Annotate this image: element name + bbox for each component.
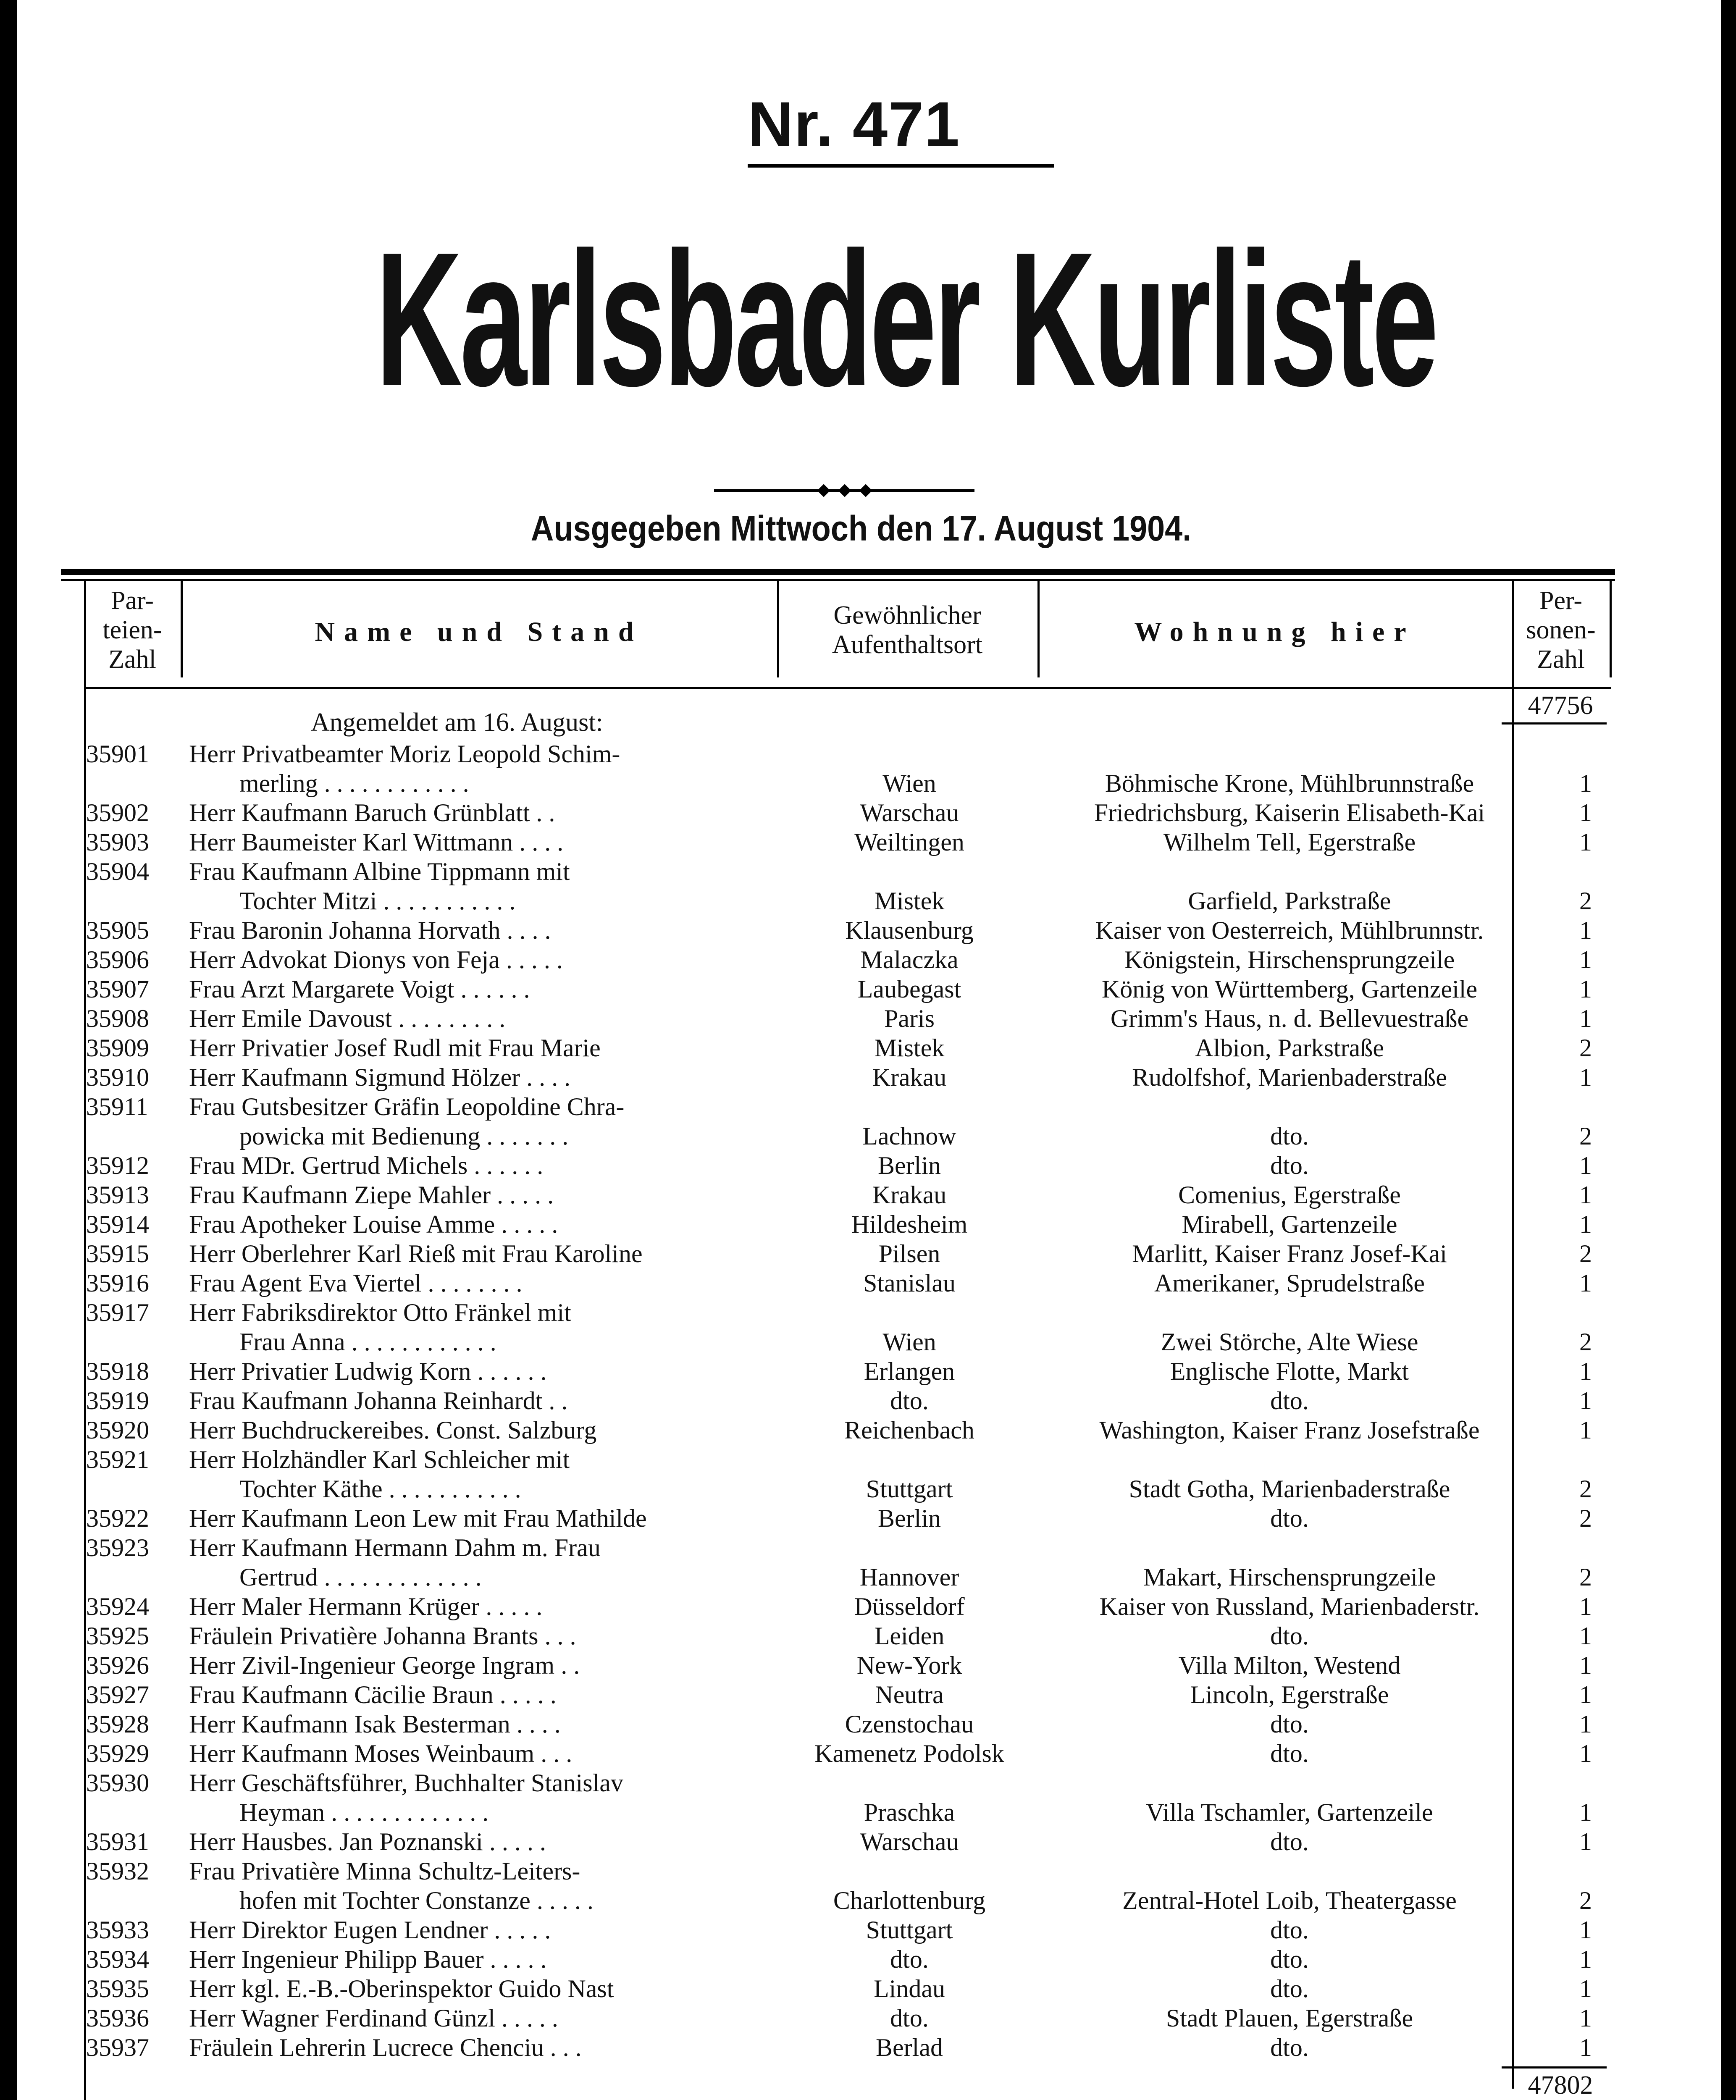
table-row: [17, 1915, 1722, 1945]
guest-name-cont: Frau Anna . . . . . . . . . . . .: [239, 1328, 496, 1356]
person-count: 1: [1579, 1651, 1592, 1679]
table-row: [17, 1680, 1722, 1709]
party-number: 35924: [86, 1593, 149, 1620]
guest-name: Herr kgl. E.-B.-Oberinspektor Guido Nast: [189, 1975, 614, 2003]
total-end-rule: [1502, 2066, 1607, 2068]
home-town: Laubegast: [857, 975, 961, 1003]
home-town: Erlangen: [864, 1357, 955, 1385]
guest-name-cont: Gertrud . . . . . . . . . . . . .: [239, 1563, 482, 1591]
guest-name: Frau Agent Eva Viertel . . . . . . . .: [189, 1269, 523, 1297]
table-row: [17, 739, 1722, 797]
home-town: Berlin: [878, 1152, 941, 1179]
guest-name: Frau Kaufmann Cäcilie Braun . . . . .: [189, 1681, 557, 1709]
person-count: 1: [1579, 799, 1592, 827]
guest-name: Frau Kaufmann Albine Tippmann mit: [189, 858, 570, 885]
guest-name: Herr Ingenieur Philipp Bauer . . . . .: [189, 1945, 547, 1973]
party-number: 35921: [86, 1446, 149, 1473]
party-number: 35935: [86, 1975, 149, 2003]
party-number: 35926: [86, 1651, 149, 1679]
residence: Amerikaner, Sprudelstraße: [1154, 1269, 1425, 1297]
party-number: 35907: [86, 975, 149, 1003]
party-number: 35933: [86, 1916, 149, 1944]
party-number: 35923: [86, 1534, 149, 1562]
person-count: 1: [1579, 1593, 1592, 1620]
guest-name: Herr Wagner Ferdinand Günzl . . . . .: [189, 2004, 558, 2032]
scan-edge-left: [0, 0, 17, 2100]
party-number: 35931: [86, 1828, 149, 1856]
person-count: 1: [1579, 1798, 1592, 1826]
residence: Rudolfshof, Marienbaderstraße: [1132, 1063, 1447, 1091]
party-number: 35903: [86, 828, 149, 856]
party-number: 35904: [86, 858, 149, 885]
person-count: 1: [1579, 1916, 1592, 1944]
party-number: 35925: [86, 1622, 149, 1650]
guest-name: Frau Apotheker Louise Amme . . . . .: [189, 1210, 558, 1238]
party-number: 35914: [86, 1210, 149, 1238]
person-count: 2: [1579, 1122, 1592, 1150]
party-number: 35928: [86, 1710, 149, 1738]
table-row: [17, 945, 1722, 974]
residence: Stadt Plauen, Egerstraße: [1166, 2004, 1413, 2032]
home-town: Pilsen: [878, 1240, 940, 1268]
page-title: Karlsbader Kurliste: [376, 213, 1436, 426]
table-row: [17, 1033, 1722, 1063]
total-start-rule: [1502, 722, 1607, 724]
home-town: dto.: [890, 1387, 929, 1415]
table-row: [17, 974, 1722, 1004]
person-count: 2: [1579, 1240, 1592, 1268]
home-town: Malaczka: [860, 946, 959, 974]
issue-number-underline: [748, 164, 1054, 168]
home-town: Krakau: [872, 1063, 947, 1091]
home-town: Warschau: [860, 1828, 959, 1856]
table-row: [17, 1768, 1722, 1826]
residence: Stadt Gotha, Marienbaderstraße: [1129, 1475, 1450, 1503]
person-count: 1: [1579, 1269, 1592, 1297]
party-number: 35917: [86, 1299, 149, 1326]
guest-name: Fräulein Lehrerin Lucrece Chenciu . . .: [189, 2034, 582, 2061]
residence: dto.: [1270, 1710, 1309, 1738]
home-town: Charlottenburg: [833, 1887, 986, 1914]
table-row: [17, 2033, 1722, 2062]
header-wohnung: Wohnung hier: [1134, 617, 1416, 647]
residence: Garfield, Parkstraße: [1188, 887, 1391, 915]
issue-number: Nr. 471: [748, 89, 961, 159]
person-count: 2: [1579, 1504, 1592, 1532]
residence: Kaiser von Russland, Marienbaderstr.: [1099, 1593, 1480, 1620]
total-end: 47802: [1528, 2071, 1593, 2100]
person-count: 1: [1579, 1152, 1592, 1179]
table-row: [17, 1651, 1722, 1680]
table-row: [17, 1180, 1722, 1210]
divider-ornament: [714, 482, 974, 499]
residence: Wilhelm Tell, Egerstraße: [1163, 828, 1416, 856]
table-row: [17, 1445, 1722, 1503]
table-row: [17, 1268, 1722, 1298]
residence: dto.: [1270, 1504, 1309, 1532]
guest-name: Herr Advokat Dionys von Feja . . . . .: [189, 946, 563, 974]
home-town: Klausenburg: [845, 916, 974, 944]
guest-name: Herr Kaufmann Isak Besterman . . . .: [189, 1710, 561, 1738]
party-number: 35916: [86, 1269, 149, 1297]
guest-name: Herr Hausbes. Jan Poznanski . . . . .: [189, 1828, 546, 1856]
guest-name: Herr Privatier Josef Rudl mit Frau Marie: [189, 1034, 601, 1062]
table-row: [17, 1827, 1722, 1856]
table-row: [17, 1004, 1722, 1033]
person-count: 2: [1579, 1034, 1592, 1062]
party-number: 35908: [86, 1005, 149, 1032]
home-town: Hildesheim: [851, 1210, 968, 1238]
residence: dto.: [1270, 1916, 1309, 1944]
col-rule-6: [1610, 581, 1612, 677]
guest-name: Frau Arzt Margarete Voigt . . . . . .: [189, 975, 530, 1003]
table-row: [17, 827, 1722, 857]
table-row: [17, 1210, 1722, 1239]
table-row: [17, 1386, 1722, 1415]
party-number: 35901: [86, 740, 149, 768]
table-row: [17, 1151, 1722, 1180]
home-town: Neutra: [875, 1681, 944, 1709]
table-row: [17, 1357, 1722, 1386]
home-town: Paris: [884, 1005, 935, 1032]
residence: Zwei Störche, Alte Wiese: [1161, 1328, 1418, 1356]
residence: dto.: [1270, 1740, 1309, 1767]
home-town: Hannover: [859, 1563, 959, 1591]
person-count: 1: [1579, 946, 1592, 974]
home-town: Wien: [882, 769, 936, 797]
residence: Friedrichsburg, Kaiserin Elisabeth-Kai: [1094, 799, 1485, 827]
person-count: 1: [1579, 1710, 1592, 1738]
table-row: [17, 1239, 1722, 1268]
guest-name: Frau MDr. Gertrud Michels . . . . . .: [189, 1152, 544, 1179]
residence: dto.: [1270, 1152, 1309, 1179]
person-count: 2: [1579, 1475, 1592, 1503]
issue-date-line: Ausgegeben Mittwoch den 17. August 1904.: [531, 509, 1192, 548]
guest-name: Herr Fabriksdirektor Otto Fränkel mit: [189, 1299, 571, 1326]
table-row: [17, 1945, 1722, 1974]
person-count: 1: [1579, 1063, 1592, 1091]
person-count: 1: [1579, 1181, 1592, 1209]
person-count: 1: [1579, 2004, 1592, 2032]
residence: Washington, Kaiser Franz Josefstraße: [1099, 1416, 1480, 1444]
person-count: 1: [1579, 769, 1592, 797]
home-town: Berlin: [878, 1504, 941, 1532]
guest-name: Herr Buchdruckereibes. Const. Salzburg: [189, 1416, 597, 1444]
guest-name: Fräulein Privatière Johanna Brants . . .: [189, 1622, 576, 1650]
party-number: 35920: [86, 1416, 149, 1444]
party-number: 35910: [86, 1063, 149, 1091]
party-number: 35911: [86, 1093, 148, 1121]
guest-name-cont: merling . . . . . . . . . . . .: [239, 769, 469, 797]
person-count: 1: [1579, 975, 1592, 1003]
person-count: 1: [1579, 1357, 1592, 1385]
home-town: Mistek: [874, 1034, 945, 1062]
person-count: 1: [1579, 1622, 1592, 1650]
guest-name: Herr Privatier Ludwig Korn . . . . . .: [189, 1357, 547, 1385]
residence: dto.: [1270, 1975, 1309, 2003]
residence: Grimm's Haus, n. d. Bellevuestraße: [1110, 1005, 1469, 1032]
guest-name: Frau Kaufmann Johanna Reinhardt . .: [189, 1387, 568, 1415]
residence: Villa Milton, Westend: [1178, 1651, 1401, 1679]
table-row: [17, 1063, 1722, 1092]
total-start: 47756: [1528, 691, 1593, 720]
guest-name: Herr Direktor Eugen Lendner . . . . .: [189, 1916, 551, 1944]
header-parteien: Par- teien- Zahl: [102, 586, 162, 674]
guest-name: Frau Gutsbesitzer Gräfin Leopoldine Chra-: [189, 1093, 625, 1121]
party-number: 35918: [86, 1357, 149, 1385]
guest-name: Frau Privatière Minna Schultz-Leiters-: [189, 1857, 580, 1885]
residence: Kaiser von Oesterreich, Mühlbrunnstr.: [1095, 916, 1484, 944]
home-town: Düsseldorf: [854, 1593, 965, 1620]
home-town: dto.: [890, 2004, 929, 2032]
party-number: 35937: [86, 2034, 149, 2061]
table-row: [17, 1415, 1722, 1445]
guest-name: Herr Privatbeamter Moriz Leopold Schim-: [189, 740, 620, 768]
table-row: [17, 1856, 1722, 1914]
residence: dto.: [1270, 1387, 1309, 1415]
person-count: 2: [1579, 1563, 1592, 1591]
header-aufenthaltsort: Gewöhnlicher Aufenthaltsort: [832, 601, 983, 659]
scan-edge-right: [1721, 0, 1736, 2100]
home-town: Praschka: [864, 1798, 955, 1826]
table-row: [17, 1092, 1722, 1150]
table-row: [17, 916, 1722, 945]
residence: Albion, Parkstraße: [1195, 1034, 1384, 1062]
party-number: 35909: [86, 1034, 149, 1062]
table-row: [17, 2003, 1722, 2033]
person-count: 1: [1579, 1387, 1592, 1415]
guest-name-cont: Heyman . . . . . . . . . . . . .: [239, 1798, 489, 1826]
guest-name: Frau Baronin Johanna Horvath . . . .: [189, 916, 551, 944]
table-row: [17, 1298, 1722, 1356]
person-count: 2: [1579, 1328, 1592, 1356]
residence: König von Württemberg, Gartenzeile: [1101, 975, 1478, 1003]
guest-name: Herr Kaufmann Baruch Grünblatt . .: [189, 799, 555, 827]
home-town: New-York: [856, 1651, 962, 1679]
person-count: 2: [1579, 887, 1592, 915]
residence: dto.: [1270, 1828, 1309, 1856]
residence: Villa Tschamler, Gartenzeile: [1146, 1798, 1433, 1826]
residence: Lincoln, Egerstraße: [1190, 1681, 1389, 1709]
guest-name: Herr Kaufmann Sigmund Hölzer . . . .: [189, 1063, 571, 1091]
party-number: 35936: [86, 2004, 149, 2032]
person-count: 2: [1579, 1887, 1592, 1914]
guest-name: Herr Kaufmann Moses Weinbaum . . .: [189, 1740, 573, 1767]
home-town: Stuttgart: [866, 1475, 953, 1503]
home-town: Leiden: [874, 1622, 945, 1650]
residence: Königstein, Hirschensprungzeile: [1124, 946, 1455, 974]
person-count: 1: [1579, 1740, 1592, 1767]
table-top-rule-thin: [61, 579, 1615, 581]
person-count: 1: [1579, 1945, 1592, 1973]
table-row: [17, 1592, 1722, 1621]
residence: dto.: [1270, 2034, 1309, 2061]
header-personen: Per- sonen- Zahl: [1526, 586, 1596, 674]
person-count: 1: [1579, 1975, 1592, 2003]
person-count: 1: [1579, 828, 1592, 856]
table-row: [17, 1504, 1722, 1533]
table-row: [17, 1974, 1722, 2003]
person-count: 1: [1579, 1681, 1592, 1709]
residence: Böhmische Krone, Mühlbrunnstraße: [1105, 769, 1474, 797]
home-town: dto.: [890, 1945, 929, 1973]
header-bottom-rule: [84, 687, 1611, 689]
guest-name: Herr Maler Hermann Krüger . . . . .: [189, 1593, 543, 1620]
guest-name-cont: powicka mit Bedienung . . . . . . .: [239, 1122, 569, 1150]
home-town: Mistek: [874, 887, 945, 915]
guest-name-cont: hofen mit Tochter Constanze . . . . .: [239, 1887, 594, 1914]
home-town: Wien: [882, 1328, 936, 1356]
residence: dto.: [1270, 1122, 1309, 1150]
home-town: Lachnow: [862, 1122, 956, 1150]
header-name-stand: Name und Stand: [315, 617, 643, 647]
home-town: Stuttgart: [866, 1916, 953, 1944]
guest-name: Herr Geschäftsführer, Buchhalter Stanislav: [189, 1769, 623, 1797]
person-count: 1: [1579, 916, 1592, 944]
table-top-rule: [61, 569, 1615, 575]
guest-name: Frau Kaufmann Ziepe Mahler . . . . .: [189, 1181, 554, 1209]
party-number: 35913: [86, 1181, 149, 1209]
home-town: Weiltingen: [854, 828, 964, 856]
residence: Zentral-Hotel Loib, Theatergasse: [1122, 1887, 1457, 1914]
party-number: 35927: [86, 1681, 149, 1709]
table-row: [17, 798, 1722, 827]
home-town: Stanislau: [863, 1269, 956, 1297]
table-row: [17, 1621, 1722, 1651]
guest-name: Herr Emile Davoust . . . . . . . . .: [189, 1005, 506, 1032]
table-row: [17, 1739, 1722, 1768]
party-number: 35919: [86, 1387, 149, 1415]
home-town: Warschau: [860, 799, 959, 827]
person-count: 1: [1579, 1005, 1592, 1032]
party-number: 35902: [86, 799, 149, 827]
residence: dto.: [1270, 1622, 1309, 1650]
guest-name-cont: Tochter Mitzi . . . . . . . . . . .: [239, 887, 516, 915]
home-town: Czenstochau: [845, 1710, 974, 1738]
party-number: 35915: [86, 1240, 149, 1268]
table-row: [17, 857, 1722, 915]
party-number: 35912: [86, 1152, 149, 1179]
person-count: 1: [1579, 1828, 1592, 1856]
party-number: 35922: [86, 1504, 149, 1532]
home-town: Reichenbach: [844, 1416, 974, 1444]
home-town: Lindau: [874, 1975, 945, 2003]
party-number: 35906: [86, 946, 149, 974]
party-number: 35932: [86, 1857, 149, 1885]
residence: dto.: [1270, 1945, 1309, 1973]
home-town: Kamenetz Podolsk: [814, 1740, 1004, 1767]
residence: Marlitt, Kaiser Franz Josef-Kai: [1132, 1240, 1447, 1268]
party-number: 35929: [86, 1740, 149, 1767]
home-town: Krakau: [872, 1181, 947, 1209]
person-count: 1: [1579, 2034, 1592, 2061]
guest-name: Herr Kaufmann Hermann Dahm m. Frau: [189, 1534, 601, 1562]
guest-name: Herr Holzhändler Karl Schleicher mit: [189, 1446, 570, 1473]
residence: Makart, Hirschensprungzeile: [1143, 1563, 1436, 1591]
guest-name: Herr Oberlehrer Karl Rieß mit Frau Karoline: [189, 1240, 643, 1268]
residence: Mirabell, Gartenzeile: [1182, 1210, 1397, 1238]
guest-name-cont: Tochter Käthe . . . . . . . . . . .: [239, 1475, 521, 1503]
person-count: 1: [1579, 1416, 1592, 1444]
home-town: Berlad: [876, 2034, 943, 2061]
table-row: [17, 1533, 1722, 1591]
person-count: 1: [1579, 1210, 1592, 1238]
guest-name: Herr Zivil-Ingenieur George Ingram . .: [189, 1651, 580, 1679]
party-number: 35905: [86, 916, 149, 944]
residence: Englische Flotte, Markt: [1170, 1357, 1409, 1385]
party-number: 35930: [86, 1769, 149, 1797]
guest-name: Herr Baumeister Karl Wittmann . . . .: [189, 828, 564, 856]
party-number: 35934: [86, 1945, 149, 1973]
registration-date: Angemeldet am 16. August:: [311, 708, 603, 737]
residence: Comenius, Egerstraße: [1178, 1181, 1401, 1209]
table-row: [17, 1709, 1722, 1739]
guest-name: Herr Kaufmann Leon Lew mit Frau Mathilde: [189, 1504, 647, 1532]
